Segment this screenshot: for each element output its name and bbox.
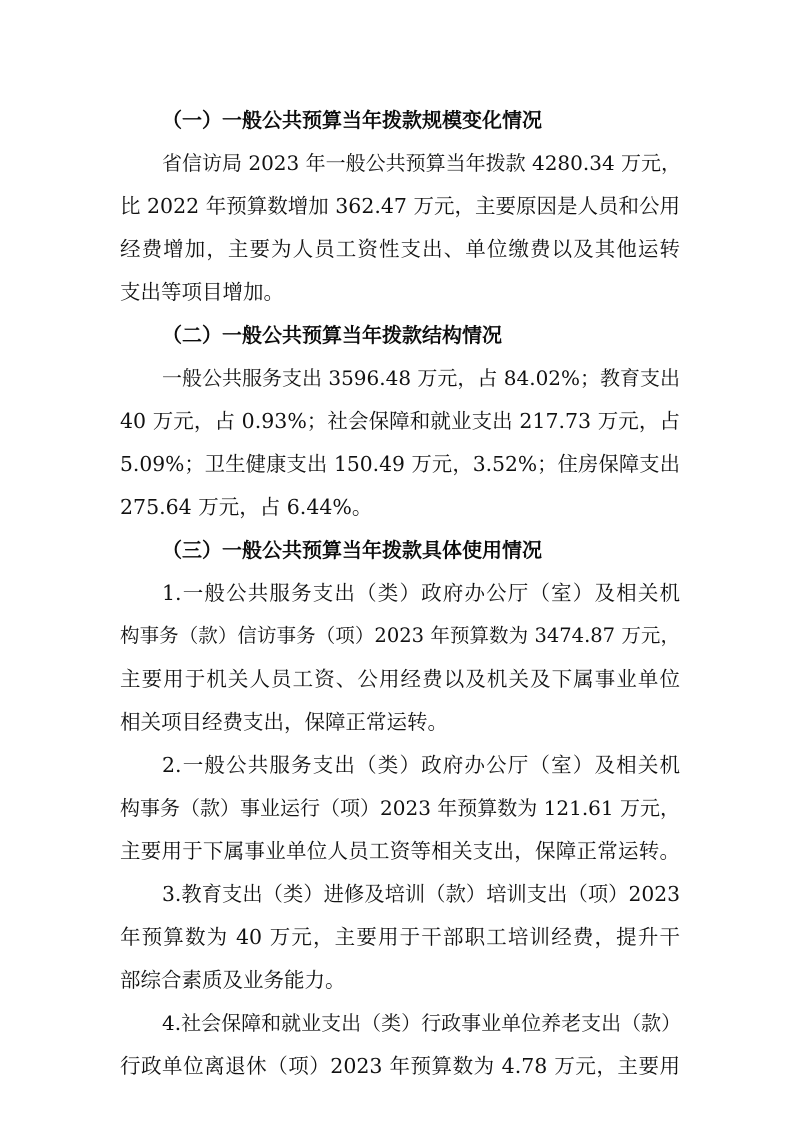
paragraph-line: 2.一般公共服务支出（类）政府办公厅（室）及相关机 (162, 753, 680, 777)
section-heading-2: （二）一般公共预算当年拨款结构情况 (162, 323, 502, 347)
section-heading-3: （三）一般公共预算当年拨款具体使用情况 (162, 538, 542, 562)
paragraph-line: 行政单位离退休（项）2023 年预算数为 4.78 万元，主要用 (120, 1054, 680, 1078)
paragraph-line: 构事务（款）事业运行（项）2023 年预算数为 121.61 万元， (120, 796, 680, 820)
paragraph-line: 一般公共服务支出 3596.48 万元，占 84.02%；教育支出 (162, 366, 681, 390)
paragraph-line: 主要用于下属事业单位人员工资等相关支出，保障正常运转。 (120, 839, 680, 863)
paragraph-line: 主要用于机关人员工资、公用经费以及机关及下属事业单位 (120, 667, 680, 691)
paragraph-line: 年预算数为 40 万元，主要用于干部职工培训经费，提升干 (120, 925, 680, 949)
section-heading-1: （一）一般公共预算当年拨款规模变化情况 (162, 108, 542, 132)
paragraph-line: 相关项目经费支出，保障正常运转。 (120, 710, 448, 734)
paragraph-line: 275.64 万元，占 6.44%。 (120, 495, 373, 519)
paragraph-line: 省信访局 2023 年一般公共预算当年拨款 4280.34 万元， (162, 151, 682, 175)
paragraph-line: 部综合素质及业务能力。 (120, 968, 346, 992)
paragraph-line: 构事务（款）信访事务（项）2023 年预算数为 3474.87 万元， (120, 624, 680, 647)
paragraph-line: 比 2022 年预算数增加 362.47 万元，主要原因是人员和公用 (120, 194, 680, 218)
paragraph-line: 40 万元，占 0.93%；社会保障和就业支出 217.73 万元，占 (120, 409, 680, 433)
paragraph-line: 3.教育支出（类）进修及培训（款）培训支出（项）2023 (162, 882, 680, 906)
paragraph-line: 5.09%；卫生健康支出 150.49 万元，3.52%；住房保障支出 (120, 452, 680, 476)
paragraph-line: 支出等项目增加。 (120, 280, 284, 304)
paragraph-line: 1.一般公共服务支出（类）政府办公厅（室）及相关机 (162, 581, 680, 605)
paragraph-line: 经费增加，主要为人员工资性支出、单位缴费以及其他运转 (120, 237, 680, 261)
paragraph-line: 4.社会保障和就业支出（类）行政事业单位养老支出（款） (162, 1011, 682, 1035)
